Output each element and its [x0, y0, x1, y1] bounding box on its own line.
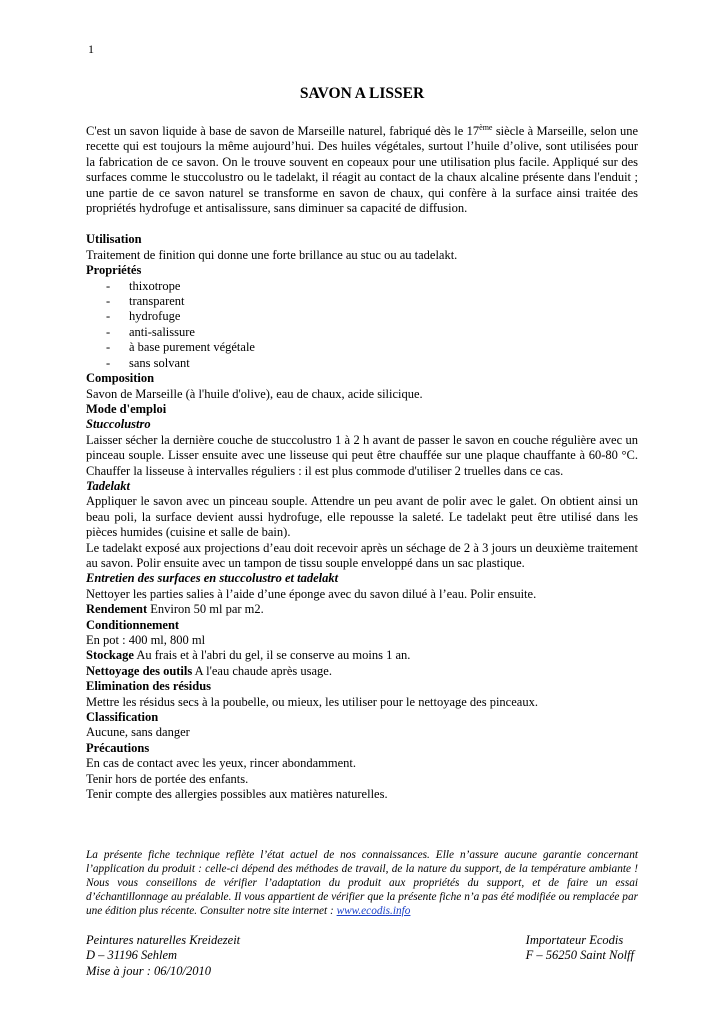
list-item-text: à base purement végétale [129, 340, 255, 355]
precautions-heading: Précautions [86, 740, 150, 755]
stuccolustro-heading: Stuccolustro [86, 417, 151, 432]
precautions-line: Tenir compte des allergies possibles aux matières naturelles. [86, 787, 388, 802]
conditionnement-heading: Conditionnement [86, 617, 180, 632]
page-number: 1 [88, 42, 94, 56]
rendement-text: Environ 50 ml par m2. [147, 602, 264, 617]
elimination-text: Mettre les résidus secs à la poubelle, ou mieux, les utiliser pour le nettoyage des pinceaux. [86, 694, 538, 709]
list-item-text: anti-salissure [129, 324, 195, 339]
intro-text-continued: siècle à Marseille, selon une recette qui est toujours la même aujourd’hui. Des huiles végétales, surtout l’huile d’olive, sont utilisées pour la fabrication de ce savon. On le trouve souvent en copeaux pour une utilisation plus facile. Appliqué sur des surfaces comme le stuccolustro ou le tadelakt, il réagit au contact de la chaux alcaline présente dans l'enduit ; une partie de ce savon naturel se transforme en savon de chaux, qui confère à la surface ainsi traitée des propriétés hydrofuge et antisalissure, sans diminuer sa capacité de diffusion. [86, 124, 638, 216]
proprietes-heading: Propriétés [86, 263, 142, 278]
mode-emploi-heading: Mode d'emploi [86, 401, 167, 416]
classification-text: Aucune, sans danger [86, 725, 190, 740]
rendement-line [86, 602, 638, 617]
disclaimer-text: La présente fiche technique reflète l’état actuel de nos connaissances. Elle n’assure aucune garantie concernant l’application du produit : celle-ci dépend des méthodes de travail, de la nature du support, de la température ambiante ! Nous vous conseillons de vérifier l’adaptation du produit aux propriétés du support, et de faire un essai d’échantillonnage au préalable. Il vous appartient de vérifier que la présente fiche n’a pas été modifiée ou remplacée par une édition plus récente. Consulter notre site internet : [86, 849, 638, 917]
list-item: - anti-salissure [106, 324, 195, 339]
utilisation-text: Traitement de finition qui donne une forte brillance au stuc ou au tadelakt. [86, 247, 458, 262]
list-item: - transparent [106, 294, 185, 309]
rendement-heading: Rendement [86, 602, 148, 617]
stockage-line [86, 648, 638, 663]
disclaimer [86, 848, 638, 918]
list-item-text: thixotrope [129, 278, 181, 293]
entretien-text: Nettoyer les parties salies à l’aide d’une éponge avec du savon dilué à l’eau. Polir ensuite. [86, 586, 537, 601]
list-item: - thixotrope [106, 278, 181, 293]
precautions-line: En cas de contact avec les yeux, rincer abondamment. [86, 756, 357, 771]
list-item: - à base purement végétale [106, 340, 255, 355]
precautions-line: Tenir hors de portée des enfants. [86, 771, 249, 786]
composition-heading: Composition [86, 371, 155, 386]
stockage-text: Au frais et à l'abri du gel, il se conserve au moins 1 an. [133, 648, 411, 663]
entretien-heading: Entretien des surfaces en stuccolustro et tadelakt [86, 571, 339, 586]
list-item-text: transparent [129, 294, 185, 309]
footer-manufacturer: Peintures naturelles Kreidezeit [86, 933, 241, 947]
tadelakt-text-second: Le tadelakt exposé aux projections d’eau doit recevoir après un séchage de 2 à 3 jours un deuxième traitement au savon. Polir ensuite avec un tampon de tissu souple enveloppé dans un sac plastique. [86, 540, 638, 570]
document-title: SAVON A LISSER [299, 85, 425, 102]
composition-text: Savon de Marseille (à l'huile d'olive), eau de chaux, acide silicique. [86, 386, 423, 401]
website-link[interactable]: www.ecodis.info [336, 905, 411, 917]
footer-left [86, 933, 240, 979]
stuccolustro-text: Laisser sécher la dernière couche de stuccolustro 1 à 2 h avant de passer le savon en couche régulière avec un pinceau souple. Lisser ensuite avec une lisseuse qui peut être chauffée sur une plaque chauffante à 60-80 °C. Chauffer la lisseuse à intervalles réguliers : il est plus commode d'utiliser 2 truelles dans ce cas. [86, 432, 638, 478]
footer-importer: Importateur Ecodis [525, 933, 624, 947]
footer-manufacturer-address: D – 31196 Sehlem [86, 948, 178, 963]
footer-update-date: Mise à jour : 06/10/2010 [86, 963, 211, 978]
proprietes-list [86, 279, 638, 371]
list-item-text: sans solvant [129, 355, 190, 370]
list-item-text: hydrofuge [129, 309, 181, 324]
document-body [86, 124, 638, 802]
intro-paragraph [86, 124, 638, 216]
tadelakt-text: Appliquer le savon avec un pinceau souple. Attendre un peu avant de polir avec le galet. On obtient ainsi un beau poli, la surface devient aussi hydrofuge, elle repousse la saleté. Le tadelakt peut être utilisé dans les pièces humides (cuisine et salle de bain). [86, 494, 638, 540]
stockage-heading: Stockage [86, 648, 134, 663]
elimination-heading: Elimination des résidus [86, 679, 212, 694]
conditionnement-text: En pot : 400 ml, 800 ml [86, 633, 206, 647]
classification-heading: Classification [86, 710, 159, 725]
tadelakt-heading: Tadelakt [86, 478, 130, 493]
intro-text: C'est un savon liquide à base de savon de Marseille naturel, fabriqué dès le 17 [86, 124, 480, 138]
list-item: - sans solvant [106, 355, 190, 370]
utilisation-heading: Utilisation [86, 232, 142, 247]
footer-right [526, 933, 634, 964]
footer-importer-address: F – 56250 Saint Nolff [525, 948, 634, 963]
nettoyage-line [86, 664, 638, 679]
nettoyage-heading: Nettoyage des outils [86, 663, 193, 678]
intro-superscript: ème [479, 123, 493, 132]
list-item: - hydrofuge [106, 309, 181, 324]
nettoyage-text: A l'eau chaude après usage. [192, 663, 332, 678]
